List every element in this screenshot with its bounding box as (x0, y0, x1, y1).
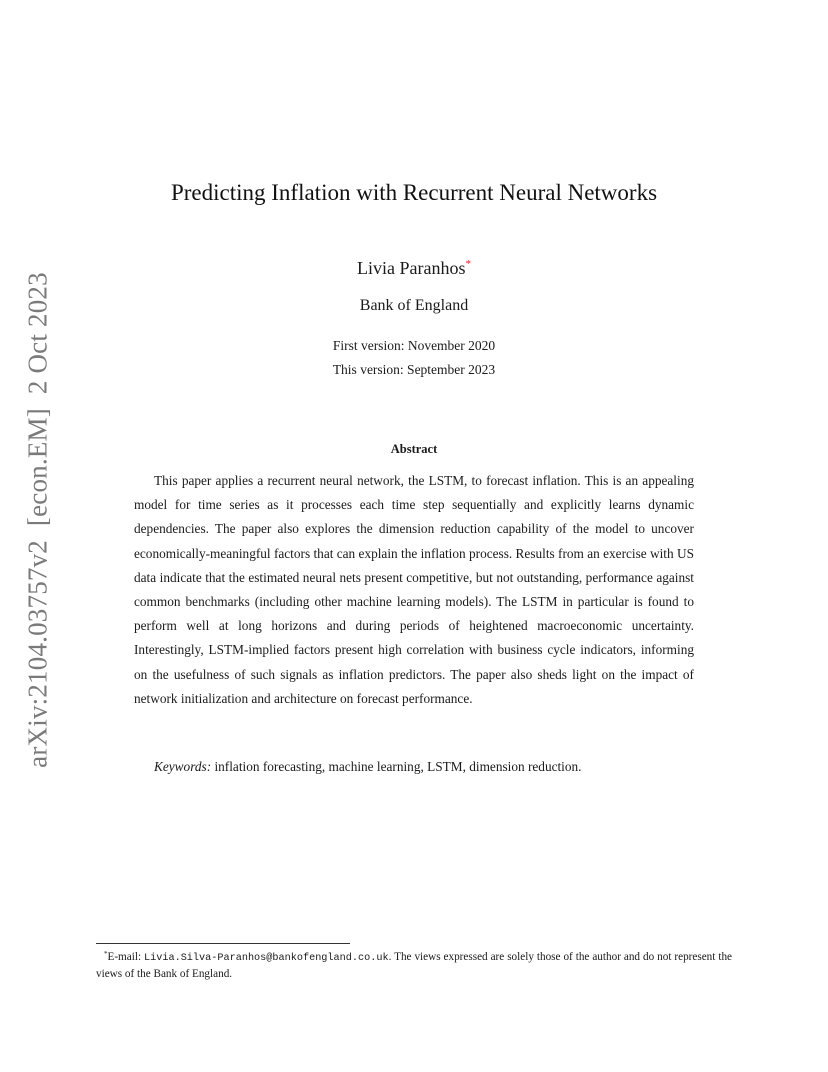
author-line (0, 258, 828, 279)
arxiv-id: arXiv:2104.03757v2 (22, 539, 53, 768)
affiliation: Bank of England (359, 297, 469, 314)
footnote-disclaimer: . The views expressed are solely those of the author and do not represent the views of the Bank of England. (96, 951, 732, 980)
this-version-date: This version: September 2023 (332, 362, 496, 377)
footnote-divider (96, 943, 350, 944)
footnote-mark: * (104, 950, 108, 958)
paper-title: Predicting Inflation with Recurrent Neural Networks (170, 180, 658, 205)
keywords-text: inflation forecasting, machine learning, LSTM, dimension reduction. (214, 759, 582, 774)
arxiv-date: 2 Oct 2023 (22, 272, 53, 395)
footnote (96, 947, 732, 982)
abstract-text: This paper applies a recurrent neural network, the LSTM, to forecast inflation. This is an appealing model for time series as it processes each time step sequentially and explicitly learns dynamic dependencies. The paper also explores the dimension reduction capability of the model to uncover economically-meaningful factors that can explain the inflation process. Results from an exercise with US data indicate that the estimated neural nets present competitive, but not outstanding, performance against common benchmarks (including other machine learning models). The LSTM in particular is found to perform well at long horizons and during periods of heightened macroeconomic uncertainty. Interestingly, LSTM-implied factors present high correlation with business cycle indicators, informing on the usefulness of such signals as inflation predictors. The paper also sheds light on the impact of network initialization and architecture on forecast performance. (134, 473, 694, 706)
abstract-heading: Abstract (390, 442, 438, 456)
arxiv-category: [econ.EM] (22, 408, 53, 527)
keywords-label: Keywords: (154, 759, 212, 774)
footnote-marker-link[interactable]: * (465, 258, 471, 270)
first-version-date: First version: November 2020 (332, 338, 496, 353)
author-name: Livia Paranhos (357, 258, 466, 278)
keywords-line (154, 759, 582, 775)
email-link[interactable]: Livia.Silva-Paranhos@bankofengland.co.uk (144, 953, 389, 964)
footnote-prefix: E-mail: (107, 951, 145, 963)
